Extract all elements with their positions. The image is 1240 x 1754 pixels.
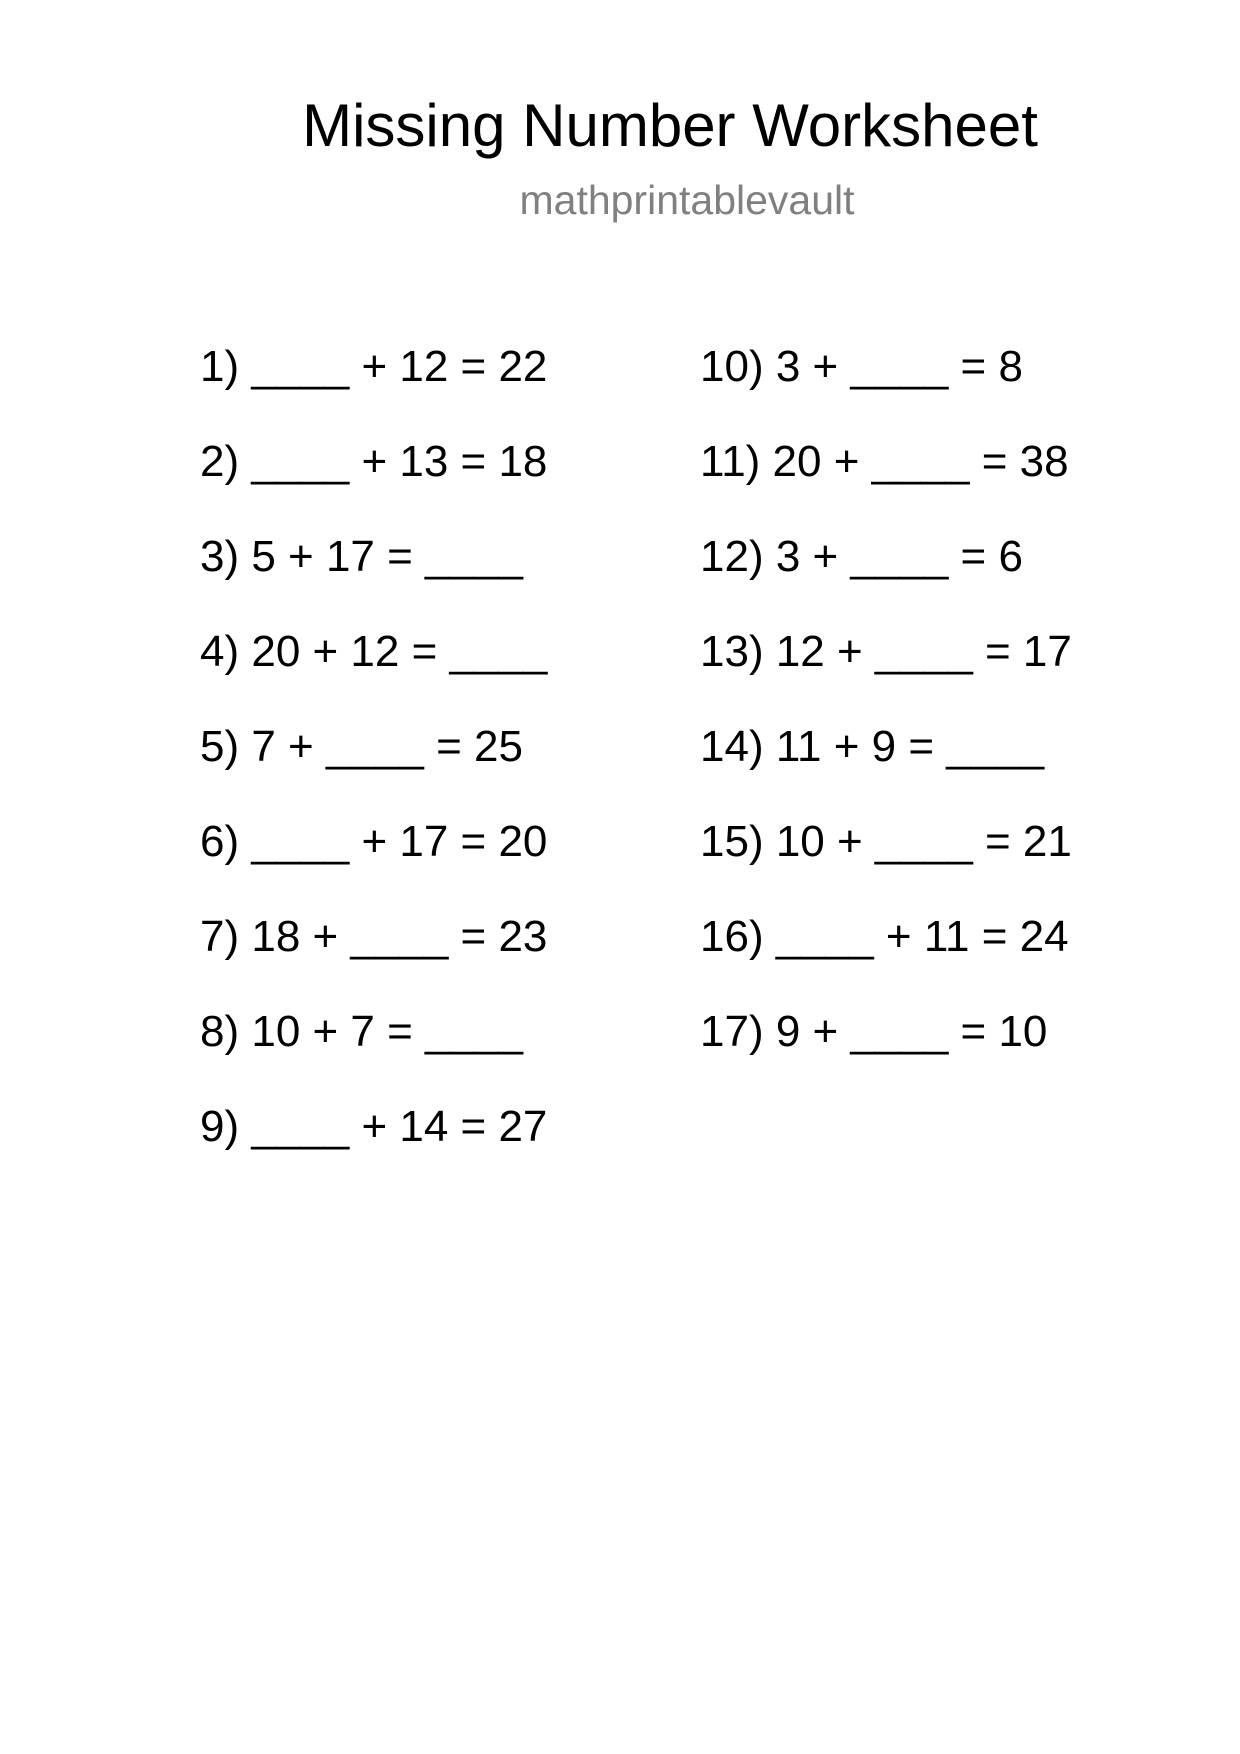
problem-item: 12) 3 + ____ = 6: [700, 532, 1023, 581]
problem-item: 17) 9 + ____ = 10: [700, 1007, 1048, 1056]
problem-item: 10) 3 + ____ = 8: [700, 342, 1023, 391]
problem-item: 7) 18 + ____ = 23: [200, 912, 548, 961]
page-title: Missing Number Worksheet: [302, 92, 1038, 159]
problem-item: 14) 11 + 9 = ____: [700, 722, 1045, 771]
problem-item: 6) ____ + 17 = 20: [200, 817, 548, 866]
problem-item: 16) ____ + 11 = 24: [700, 912, 1069, 961]
problem-item: 9) ____ + 14 = 27: [200, 1102, 548, 1151]
problem-item: 5) 7 + ____ = 25: [200, 722, 523, 771]
problem-list-left: [200, 342, 548, 1200]
problem-list-right: [700, 342, 1072, 1105]
problem-item: 1) ____ + 12 = 22: [200, 342, 548, 391]
problem-item: 8) 10 + 7 = ____: [200, 1007, 523, 1056]
problem-item: 11) 20 + ____ = 38: [700, 437, 1069, 486]
problem-item: 15) 10 + ____ = 21: [700, 817, 1072, 866]
problem-item: 3) 5 + 17 = ____: [200, 532, 523, 581]
problem-item: 2) ____ + 13 = 18: [200, 437, 548, 486]
problem-item: 4) 20 + 12 = ____: [200, 627, 548, 676]
page-subtitle: mathprintablevault: [519, 177, 855, 223]
problem-item: 13) 12 + ____ = 17: [700, 627, 1072, 676]
